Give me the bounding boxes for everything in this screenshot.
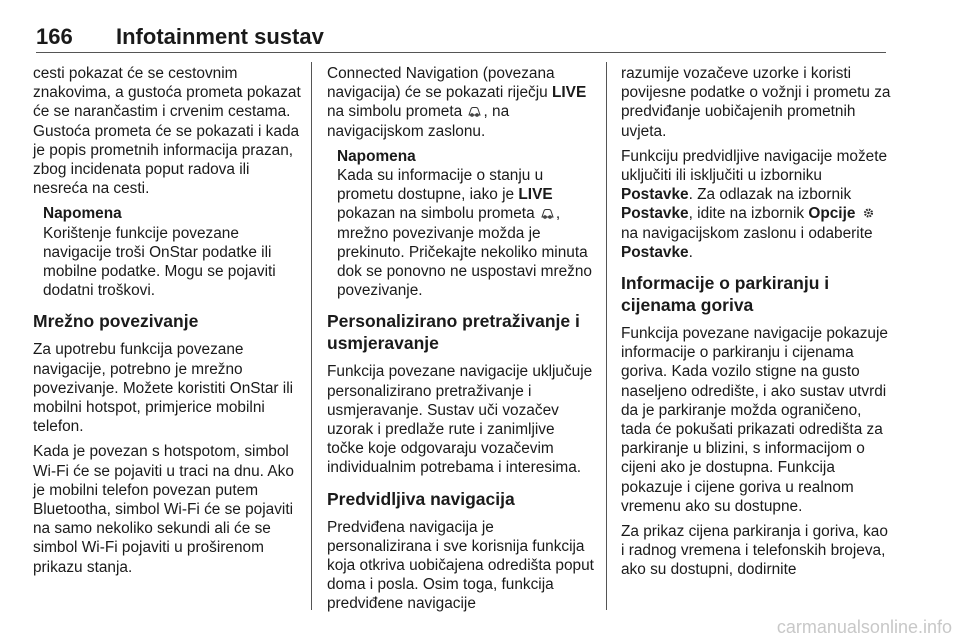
text-run: Funkciju predvidljive navigacije možete uključiti ili isključiti u izborniku <box>621 147 888 185</box>
page-title: Infotainment sustav <box>116 24 324 49</box>
section-heading: Informacije o parkiranju i cijenama goriva <box>621 273 830 316</box>
column-divider <box>606 62 607 610</box>
column-divider <box>311 62 312 610</box>
paragraph: cesti pokazat će se cestovnim znakovima, a gustoća prometa pokazat će se narančastim i crvenim cestama. Gustoća prometa će se pokazati i kada je popis prometnih informacija prazan, zbog incidenata poput radova ili nesreća na cesti. <box>33 65 301 198</box>
traffic-icon <box>468 105 481 117</box>
section-heading: Predvidljiva navigacija <box>327 488 515 509</box>
paragraph <box>621 147 891 262</box>
text-run: Connected Navigation (povezana navigacija) će se pokazati riječju <box>327 65 555 102</box>
paragraph: Funkcija povezane navigacije pokazuje informacije o parkiranju i cijenama goriva. Kada vozilo stigne na gusto naseljeno odredište, i ako sustav utvrdi da je parkiranje možda ograničeno, tada će pokušati prikazati odredišta za parkiranje u blizini, s informacijom o cijeni ako je dostupna. Funkcija pokazuje i cijene goriva u realnom vremenu ako su dostupne. <box>621 325 888 515</box>
note-box <box>43 204 303 300</box>
section-heading: Personalizirano pretraživanje i usmjeravanje <box>327 311 580 354</box>
column-3 <box>621 64 891 586</box>
paragraph: Predviđena navigacija je personalizirana i sve korisnija funkcija koja otkriva uobičajena odredišta poput doma i posla. Osim toga, funkcija predviđene navigacije <box>327 518 594 613</box>
paragraph: razumije vozačeve uzorke i koristi povijesne podatke o vožnji i prometu za predviđanje uobičajenih prometnih uvjeta. <box>621 65 891 140</box>
note-title: Napomena <box>337 147 416 165</box>
text-run: , na navigacijskom zaslonu. <box>327 103 510 140</box>
section-heading: Mrežno povezivanje <box>33 311 199 332</box>
paragraph <box>327 64 595 141</box>
menu-name: Opcije <box>808 205 856 223</box>
text-run: pokazan na simbolu prometa <box>337 205 535 223</box>
watermark: carmanualsonline.info <box>776 617 952 637</box>
text-run: . <box>688 243 693 261</box>
text-run: Kada su informacije o stanju u prometu dostupne, iako je <box>337 167 544 204</box>
page-number: 166 <box>36 24 73 49</box>
text-run: na navigacijskom zaslonu i odaberite <box>621 224 873 242</box>
paragraph: Za upotrebu funkcija povezane navigacije, potrebno je mrežno povezivanje. Možete koristiti OnStar ili mobilni hotspot, primjerice mobilni telefon. <box>33 341 294 436</box>
column-2 <box>327 64 595 620</box>
menu-name: Postavke <box>621 243 689 261</box>
paragraph: Za prikaz cijena parkiranja i goriva, kao i radnog vremena i telefonskih brojeva, ako su dostupni, dodirnite <box>621 523 888 579</box>
note-title: Napomena <box>43 205 122 223</box>
live-label: LIVE <box>518 186 553 204</box>
menu-name: Postavke <box>621 186 689 204</box>
text-run: na simbolu prometa <box>327 103 463 121</box>
note-box <box>337 147 595 301</box>
live-label: LIVE <box>552 84 587 102</box>
page-header <box>36 24 886 54</box>
paragraph: Funkcija povezane navigacije uključuje personalizirano pretraživanje i usmjeravanje. Sustav uči vozačev uzorak i predlaže rute i zanimljive točke koje odgovaraju vozačevim individualnim potrebama i interesima. <box>327 363 593 477</box>
traffic-icon <box>541 207 554 219</box>
header-rule <box>36 52 886 53</box>
note-text <box>337 166 595 300</box>
column-1 <box>33 64 303 583</box>
note-text: Korištenje funkcije povezane navigacije troši OnStar podatke ili mobilne podatke. Mogu se pojaviti dodatni troškovi. <box>43 224 276 300</box>
paragraph: Kada je povezan s hotspotom, simbol Wi-Fi će se pojaviti u traci na dnu. Ako je mobilni telefon povezan putem Bluetootha, simbol Wi-Fi će se pojaviti na samo nekoliko sekundi ali će se simbol Wi-Fi pojaviti u proširenom prikazu stanja. <box>33 443 294 576</box>
text-run: , mrežno povezivanje možda je prekinuto. Pričekajte nekoliko minuta dok se ponovno ne uspostavi mrežno povezivanje. <box>337 205 592 300</box>
text-run: , idite na izbornik <box>688 205 805 223</box>
gear-icon <box>862 207 875 219</box>
menu-name: Postavke <box>621 205 689 223</box>
text-run: . Za odlazak na izbornik <box>688 186 852 204</box>
